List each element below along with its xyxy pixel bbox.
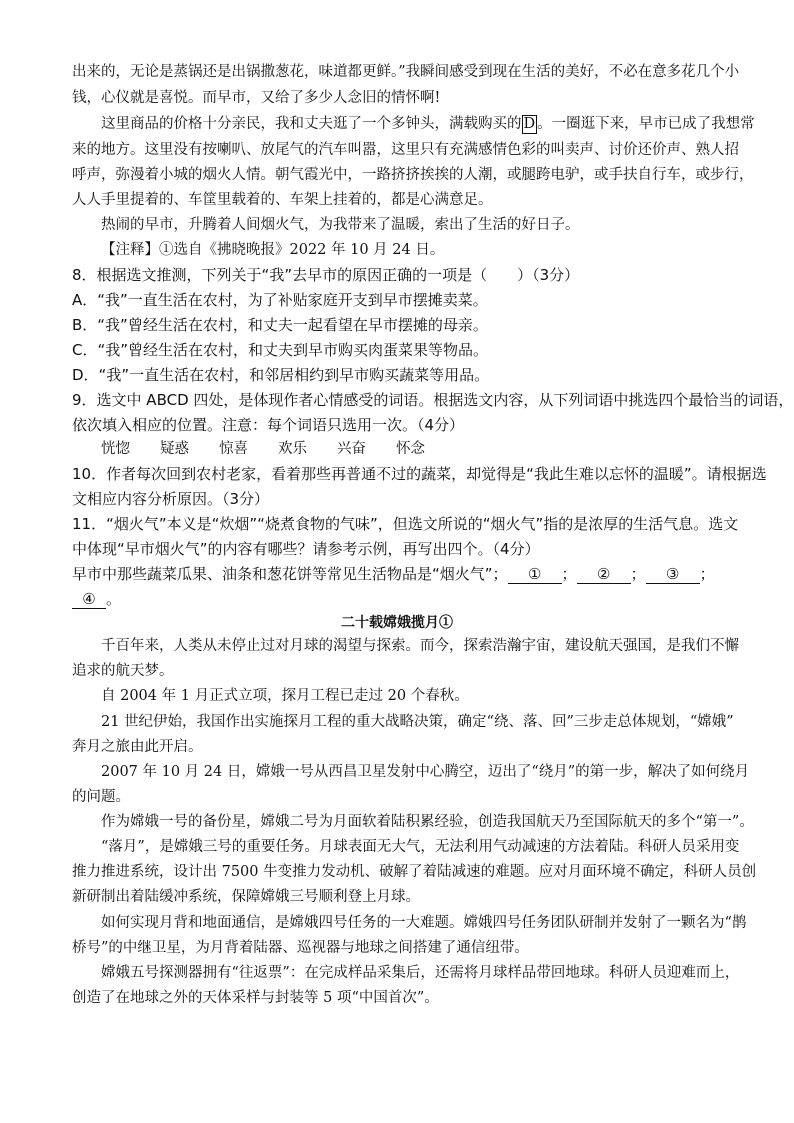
article-line: 新研制出着陆缓冲系统，保障嫦娥三号顺利登上月球。 bbox=[72, 889, 420, 905]
article-line: 嫦娥五号探测器拥有“往返票”：在完成样品采集后，还需将月球样品带回地球。科研人员迎难而上， bbox=[101, 965, 740, 981]
passage-line bbox=[72, 112, 761, 137]
passage-text: 。一圈逛下来，早市已成了我想常 bbox=[537, 116, 755, 132]
answer-blank-2[interactable]: ② bbox=[577, 565, 631, 584]
separator: ； bbox=[561, 565, 577, 583]
article-line: 的问题。 bbox=[72, 789, 130, 805]
blank-marker-d: D bbox=[523, 116, 536, 132]
option-d: D．“我”一直生活在农村，和邻居相约到早市购买蔬菜等用品。 bbox=[72, 366, 490, 384]
article-title: 二十载嫦娥揽月① bbox=[341, 615, 453, 631]
passage-line: 呼声，弥漫着小城的烟火人情。朝气霞光中，一路挤挤挨挨的人潮，或腿跨电驴，或手扶自行车，或步行， bbox=[72, 167, 754, 183]
question-8: 8．根据选文推测，下列关于“我”去早市的原因正确的一项是（ ）（3分） bbox=[72, 266, 580, 284]
word-choice: 恍惚 bbox=[101, 441, 130, 457]
answer-example bbox=[72, 562, 732, 587]
article-line: 追求的航天梦。 bbox=[72, 663, 174, 679]
article-line: 21 世纪伊始，我国作出实施探月工程的重大战略决策，确定“绕、落、回”三步走总体规划，“嫦娥” bbox=[101, 714, 734, 730]
word-choice: 疑惑 bbox=[160, 441, 189, 457]
answer-line bbox=[72, 587, 732, 612]
separator: ； bbox=[699, 565, 715, 583]
question-10-line2: 文相应内容分析原因。（3分） bbox=[72, 490, 270, 508]
question-10: 10．作者每次回到农村老家，看着那些再普通不过的蔬菜，却觉得是“我此生难以忘怀的温暖”。请根据选 bbox=[72, 465, 767, 483]
passage-line: 人人手里提着的、车筐里载着的、车架上挂着的，都是心满意足。 bbox=[72, 192, 493, 208]
article-line: 自 2004 年 1 月正式立项，探月工程已走过 20 个春秋。 bbox=[101, 688, 469, 704]
word-choice: 惊喜 bbox=[219, 441, 248, 457]
passage-line: 钱，心仪就是喜悦。而早市，又给了多少人念旧的情怀啊! bbox=[72, 90, 441, 106]
option-a: A．“我”一直生活在农村，为了补贴家庭开支到早市摆摊卖菜。 bbox=[72, 291, 488, 309]
article-line: “落月”，是嫦娥三号的重要任务。月球表面无大气，无法利用气动减速的方法着陆。科研人员采用变 bbox=[101, 839, 740, 855]
separator: ； bbox=[630, 565, 646, 583]
option-b: B．“我”曾经生活在农村，和丈夫一起看望在早市摆摊的母亲。 bbox=[72, 316, 488, 334]
word-choice: 欢乐 bbox=[278, 441, 307, 457]
article-line: 2007 年 10 月 24 日，嫦娥一号从西昌卫星发射中心腾空，迈出了“绕月”的第一步，解决了如何绕月 bbox=[101, 764, 750, 780]
word-choices bbox=[72, 437, 761, 462]
passage-line: 出来的，无论是蒸锅还是出锅撒葱花，味道都更鲜。”我瞬间感受到现在生活的美好，不必在意多花几个小 bbox=[72, 64, 740, 80]
article-line: 桥号”的中继卫星，为月背着陆器、巡视器与地球之间搭建了通信纽带。 bbox=[72, 940, 529, 956]
passage-line: 来的地方。这里没有按喇叭、放尾气的汽车叫嚣，这里只有充满感情色彩的叫卖声、讨价还价声、熟人招 bbox=[72, 142, 739, 158]
passage-line: 热闹的早市，升腾着人间烟火气，为我带来了温暖，索出了生活的好日子。 bbox=[101, 217, 580, 233]
option-c: C．“我”曾经生活在农村，和丈夫到早市购买肉蛋菜果等物品。 bbox=[72, 341, 489, 359]
footnote: 【注释】①选自《拂晓晚报》2022 年 10 月 24 日。 bbox=[101, 242, 445, 258]
article-line: 如何实现月背和地面通信，是嫦娥四号任务的一大难题。嫦娥四号任务团队研制并发射了一颗名为“鹊 bbox=[101, 915, 747, 931]
answer-blank-3[interactable]: ③ bbox=[646, 565, 700, 584]
article-line: 推力推进系统，设计出 7500 牛变推力发动机、破解了着陆减速的难题。应对月面环境不确定，科研人员创 bbox=[72, 864, 757, 880]
example-text: 早市中那些蔬菜瓜果、油条和葱花饼等常见生活物品是“烟火气”； bbox=[72, 565, 508, 583]
end-mark: 。 bbox=[106, 590, 122, 608]
answer-blank-1[interactable]: ① bbox=[508, 565, 562, 584]
answer-blank-4[interactable]: ④ bbox=[72, 590, 106, 609]
question-11: 11．“烟火气”本义是“炊烟”“烧煮食物的气味”，但选文所说的“烟火气”指的是浓厚的生活气息。选文 bbox=[72, 515, 739, 533]
passage-text: 这里商品的价格十分亲民，我和丈夫逛了一个多钟头，满载购买的 bbox=[101, 116, 522, 132]
word-choice: 兴奋 bbox=[337, 441, 366, 457]
question-9: 9．选文中 ABCD 四处，是体现作者心情感受的词语。根据选文内容，从下列词语中挑选四个最恰当的词语， bbox=[72, 391, 794, 409]
question-9-line2: 依次填入相应的位置。注意：每个词语只选用一次。（4分） bbox=[72, 416, 465, 434]
article-line: 千百年来，人类从未停止过对月球的渴望与探索。而今，探索浩瀚宇宙，建设航天强国，是我们不懈 bbox=[101, 638, 739, 654]
article-line: 作为嫦娥一号的备份星，嫦娥二号为月面软着陆积累经验，创造我国航天乃至国际航天的多个“第一”。 bbox=[101, 814, 754, 830]
question-11-line2: 中体现“早市烟火气”的内容有哪些？请参考示例，再写出四个。（4分） bbox=[72, 540, 540, 558]
word-choice: 怀念 bbox=[396, 441, 425, 457]
article-line: 创造了在地球之外的天体采样与封装等 5 项“中国首次”。 bbox=[72, 990, 439, 1006]
article-line: 奔月之旅由此开启。 bbox=[72, 739, 203, 755]
